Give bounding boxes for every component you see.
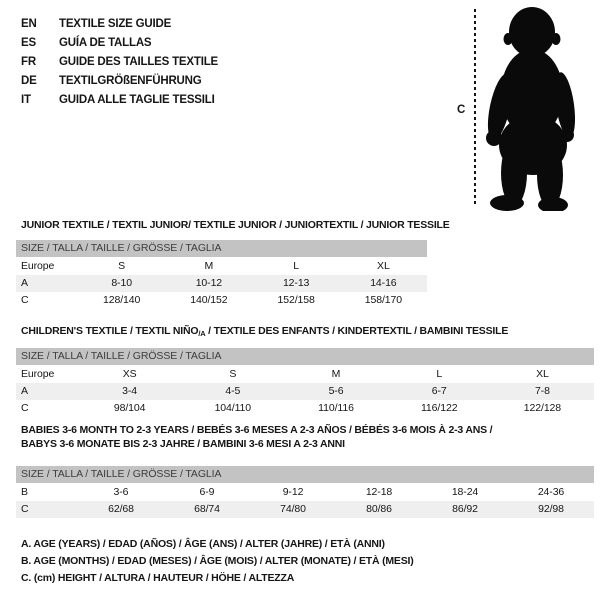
size-value-cell: XL (377, 260, 390, 272)
table-row (16, 292, 427, 309)
size-value-cell: 74/80 (280, 503, 306, 515)
size-value-cell: 6-7 (431, 385, 447, 397)
children-title-subscript: /A (198, 329, 206, 338)
size-value-cell: 152/158 (277, 294, 315, 306)
size-header-bar: SIZE / TALLA / TAILLE / GRÖSSE / TAGLIA (16, 240, 427, 257)
row-label: C (21, 294, 29, 306)
size-value-cell: 9-12 (282, 486, 304, 498)
table-row (16, 275, 427, 292)
size-value-cell: 80/86 (366, 503, 392, 515)
size-value-cell: M (204, 260, 214, 272)
table-row (16, 484, 594, 501)
language-label: GUÍA DE TALLAS (59, 36, 152, 49)
language-row (21, 90, 218, 109)
size-value-cell: 18-24 (451, 486, 479, 498)
table-row (16, 258, 427, 275)
row-label: Europe (21, 368, 55, 380)
language-row (21, 33, 218, 52)
children-size-table (16, 348, 594, 417)
size-value-cell: 92/98 (538, 503, 564, 515)
table-row (16, 501, 594, 518)
footnote-b: B. AGE (MONTHS) / EDAD (MESES) / ÂGE (MOIS) / ALTER (MONATE) / ETÀ (MESI) (21, 555, 414, 567)
size-value-cell: 110/116 (318, 402, 354, 414)
language-label: TEXTILE SIZE GUIDE (59, 17, 172, 30)
size-value-cell: 158/170 (364, 294, 402, 306)
size-value-cell: 4-5 (225, 385, 241, 397)
height-measure-label: C (457, 104, 466, 116)
table-row (16, 400, 594, 417)
row-label: A (21, 277, 28, 289)
size-value-cell: 14-16 (370, 277, 397, 289)
junior-size-table (16, 240, 427, 309)
size-value-cell: 3-4 (122, 385, 138, 397)
table-row (16, 366, 594, 383)
baby-silhouette-icon (482, 5, 588, 211)
size-value-cell: L (436, 368, 443, 380)
language-code: EN (21, 17, 37, 30)
size-value-cell: 104/110 (214, 402, 252, 414)
babies-title-line1: BABIES 3-6 MONTH TO 2-3 YEARS / BEBÉS 3-6 MESES A 2-3 AÑOS / BÉBÉS 3-6 MOIS À 2-3 ANS / (21, 424, 493, 436)
size-value-cell: M (331, 368, 341, 380)
size-value-cell: 24-36 (537, 486, 565, 498)
table-row (16, 383, 594, 400)
language-row (21, 71, 218, 90)
size-value-cell: 3-6 (113, 486, 129, 498)
height-measure-dashed-line (474, 9, 476, 207)
children-section-title (21, 325, 508, 341)
language-row (21, 14, 218, 33)
babies-section-title (21, 424, 581, 451)
size-value-cell: 128/140 (102, 294, 141, 306)
language-list (21, 14, 218, 109)
size-value-cell: 98/104 (113, 402, 146, 414)
row-label: B (21, 486, 28, 498)
size-value-cell: 6-9 (199, 486, 215, 498)
language-code: ES (21, 36, 36, 49)
footnotes (21, 536, 414, 587)
size-value-cell: 5-6 (328, 385, 344, 397)
row-label: Europe (21, 260, 55, 272)
row-label: C (21, 402, 29, 414)
size-value-cell: 122/128 (523, 402, 562, 414)
size-value-cell: XS (122, 368, 137, 380)
language-label: GUIDA ALLE TAGLIE TESSILI (59, 93, 215, 106)
size-value-cell: 10-12 (195, 277, 223, 289)
size-value-cell: 86/92 (452, 503, 478, 515)
size-value-cell: 7-8 (534, 385, 550, 397)
row-label: A (21, 385, 28, 397)
size-value-cell: XL (536, 368, 549, 380)
footnote-a: A. AGE (YEARS) / EDAD (AÑOS) / ÂGE (ANS) / ALTER (JAHRE) / ETÀ (ANNI) (21, 538, 385, 550)
size-value-cell: 8-10 (111, 277, 132, 289)
size-header-bar: SIZE / TALLA / TAILLE / GRÖSSE / TAGLIA (16, 466, 594, 483)
row-label: C (21, 503, 29, 515)
size-value-cell: 62/68 (108, 503, 134, 515)
language-row (21, 52, 218, 71)
junior-section-title: JUNIOR TEXTILE / TEXTIL JUNIOR/ TEXTILE JUNIOR / JUNIORTEXTIL / JUNIOR TESSILE (21, 219, 450, 231)
footnote-c: C. (cm) HEIGHT / ALTURA / HAUTEUR / HÖHE / ALTEZZA (21, 572, 295, 584)
babies-title-line2: BABYS 3-6 MONATE BIS 2-3 JAHRE / BAMBINI 3-6 MESI A 2-3 ANNI (21, 437, 345, 450)
language-code: IT (21, 93, 31, 106)
babies-size-table (16, 466, 594, 518)
size-value-cell: 12-13 (282, 277, 310, 289)
size-value-cell: S (229, 368, 237, 380)
children-title-suffix: / TEXTILE DES ENFANTS / KINDERTEXTIL / BAMBINI TESSILE (205, 325, 509, 337)
language-code: FR (21, 55, 36, 68)
children-title-prefix: CHILDREN'S TEXTILE / TEXTIL NIÑO (21, 325, 199, 337)
language-label: GUIDE DES TAILLES TEXTILE (59, 55, 218, 68)
language-code: DE (21, 74, 37, 87)
size-value-cell: S (118, 260, 126, 272)
size-value-cell: 68/74 (194, 503, 220, 515)
size-value-cell: 12-18 (365, 486, 393, 498)
size-value-cell: 140/152 (190, 294, 228, 306)
size-value-cell: L (293, 260, 299, 272)
size-header-bar: SIZE / TALLA / TAILLE / GRÖSSE / TAGLIA (16, 348, 594, 365)
size-value-cell: 116/122 (420, 402, 458, 414)
language-label: TEXTILGRÖßENFÜHRUNG (59, 74, 202, 87)
